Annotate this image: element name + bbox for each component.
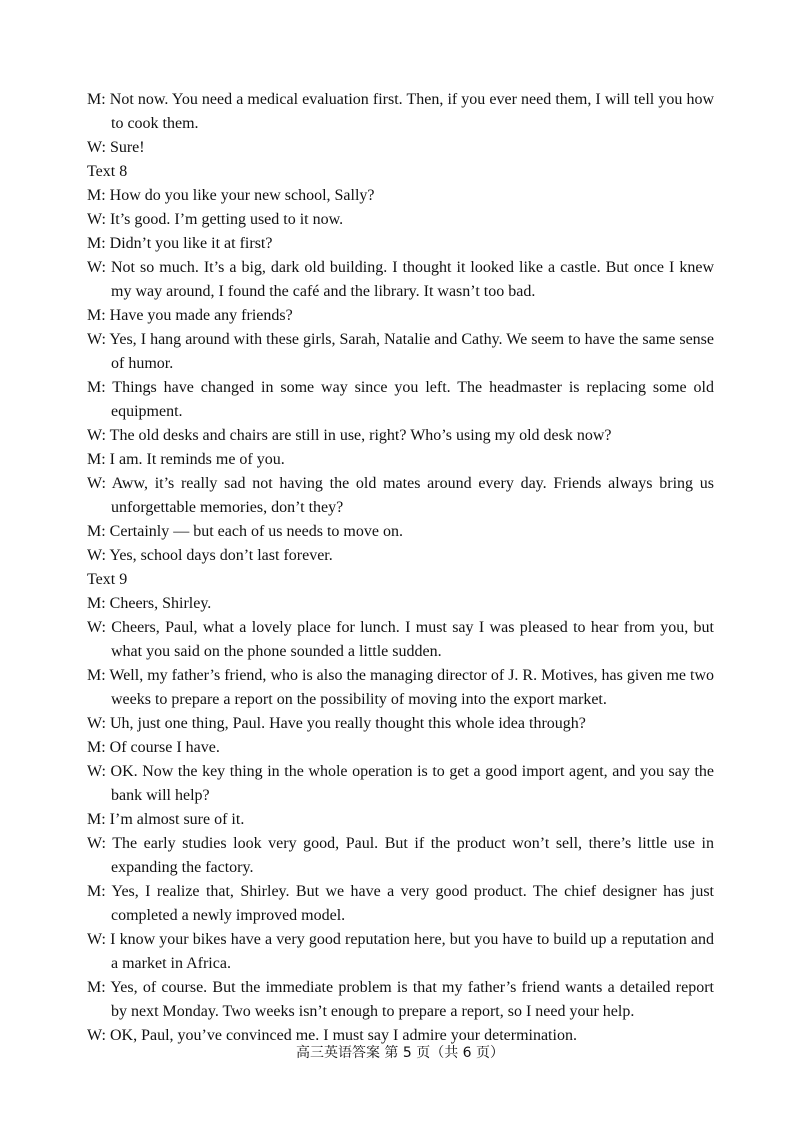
dialogue-line: M: I am. It reminds me of you.	[87, 451, 285, 468]
dialogue-line: M: Certainly — but each of us needs to move on.	[87, 523, 403, 540]
dialogue-line: W: Uh, just one thing, Paul. Have you really thought this whole idea through?	[87, 715, 586, 732]
dialogue-line: M: Have you made any friends?	[87, 307, 293, 324]
dialogue-line: M: Well, my father’s friend, who is also the managing director of J. R. Motives, has given me two weeks to prepare a report on the possibility of moving into the export market.	[87, 667, 714, 708]
dialogue-line: M: I’m almost sure of it.	[87, 811, 245, 828]
section-heading-text9: Text 9	[87, 571, 128, 588]
dialogue-line: W: Cheers, Paul, what a lovely place for lunch. I must say I was pleased to hear from you, but what you said on the phone sounded a little sudden.	[87, 619, 714, 660]
dialogue-line: W: It’s good. I’m getting used to it now.	[87, 211, 344, 228]
dialogue-line: W: Yes, I hang around with these girls, Sarah, Natalie and Cathy. We seem to have the same sense of humor.	[87, 331, 714, 372]
dialogue-line: M: Things have changed in some way since you left. The headmaster is replacing some old equipment.	[87, 379, 714, 420]
dialogue-line: M: Yes, I realize that, Shirley. But we have a very good product. The chief designer has just completed a newly improved model.	[87, 883, 714, 924]
dialogue-line: W: Aww, it’s really sad not having the old mates around every day. Friends always bring us unforgettable memories, don’t they?	[87, 475, 714, 516]
dialogue-line: W: OK, Paul, you’ve convinced me. I must say I admire your determination.	[87, 1027, 577, 1044]
dialogue-line: M: How do you like your new school, Sally?	[87, 187, 375, 204]
page-footer: 高三英语答案 第 5 页（共 6 页）	[295, 1045, 505, 1061]
dialogue-line: W: I know your bikes have a very good reputation here, but you have to build up a reputation and a market in Africa.	[87, 931, 714, 972]
dialogue-line: W: The old desks and chairs are still in use, right? Who’s using my old desk now?	[87, 427, 612, 444]
dialogue-line: W: OK. Now the key thing in the whole operation is to get a good import agent, and you say the bank will help?	[87, 763, 714, 804]
dialogue-line: M: Of course I have.	[87, 739, 220, 756]
dialogue-line: M: Yes, of course. But the immediate problem is that my father’s friend wants a detailed report by next Monday. Two weeks isn’t enough to prepare a report, so I need your help.	[87, 979, 714, 1020]
dialogue-line: W: Yes, school days don’t last forever.	[87, 547, 333, 564]
dialogue-line: M: Didn’t you like it at first?	[87, 235, 273, 252]
section-heading-text8: Text 8	[87, 163, 128, 180]
dialogue-line: W: The early studies look very good, Paul. But if the product won’t sell, there’s little use in expanding the factory.	[87, 835, 714, 876]
dialogue-line: M: Cheers, Shirley.	[87, 595, 212, 612]
dialogue-line: M: Not now. You need a medical evaluation first. Then, if you ever need them, I will tell you how to cook them.	[87, 91, 714, 132]
dialogue-line: W: Not so much. It’s a big, dark old building. I thought it looked like a castle. But once I knew my way around, I found the café and the library. It wasn’t too bad.	[87, 259, 714, 300]
dialogue-line: W: Sure!	[87, 139, 145, 156]
transcript-body	[87, 88, 714, 1048]
